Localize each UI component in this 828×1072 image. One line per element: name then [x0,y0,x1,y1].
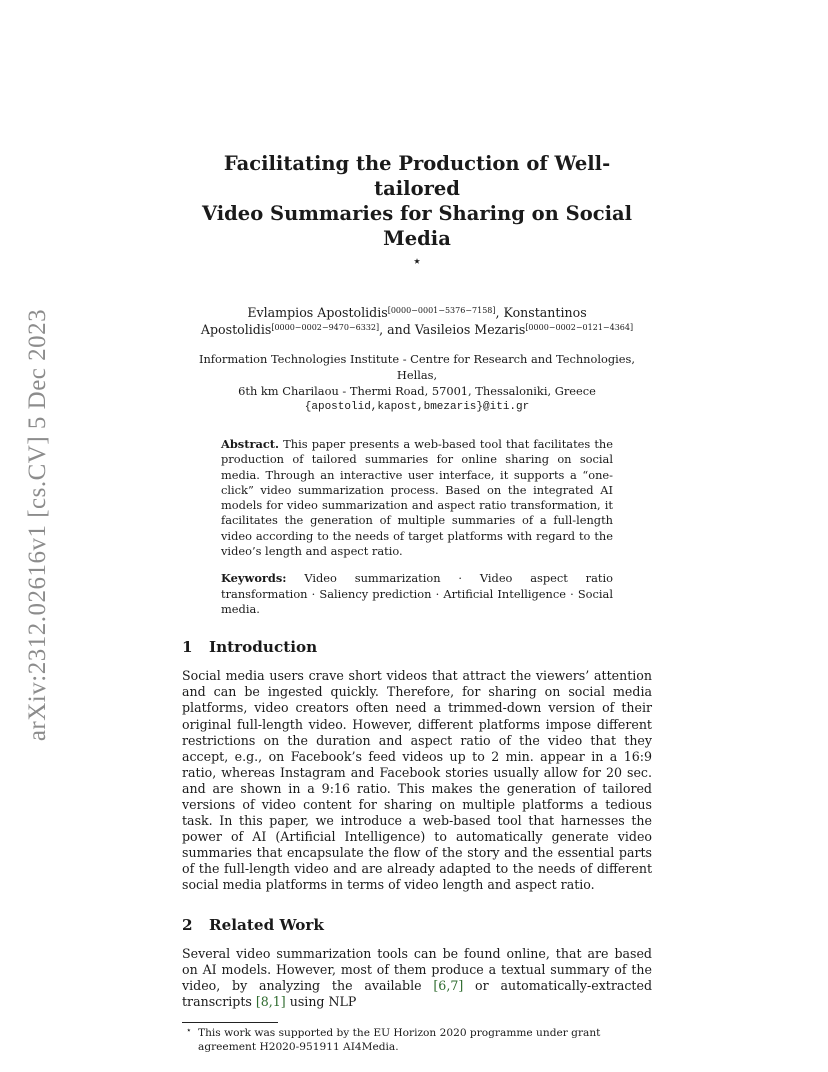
section-number: 1 [182,638,193,657]
section-number: 2 [182,915,193,934]
author-list [182,304,652,338]
author-3-name: , and Vasileios Mezaris [379,322,526,337]
footnote-rule [182,1022,278,1023]
affiliation-line-1: Information Technologies Institute - Centre for Research and Technologies, Hellas, [198,352,636,382]
arxiv-identifier: arXiv:2312.02616v1 [cs.CV] 5 Dec 2023 [24,308,51,742]
section-heading-introduction [182,638,652,656]
author-2-orcid[interactable]: [0000−0002−9470−6332] [271,323,380,332]
section-heading-related-work [182,916,652,934]
abstract [221,437,613,559]
abstract-label: Abstract. [221,437,280,451]
title-line-1: Facilitating the Production of Well-tailored [223,152,611,200]
arxiv-sidebar [20,290,56,760]
related-text: or automatically-extracted transcripts [182,977,653,1009]
footnote-text: This work was supported by the EU Horizon 2020 programme under grant agreement H2020-951911 AI4Media. [198,1026,601,1053]
keywords-label: Keywords: [221,571,287,586]
section-title: Introduction [209,638,318,657]
paper-page [182,0,652,1054]
related-text: Several video summarization tools can be found online, that are based on AI models. However, most of them produce a textual summary of the video, by analyzing the available [182,945,652,993]
title-footnote-marker[interactable]: ⋆ [413,254,421,268]
footnote [182,1026,652,1054]
affiliation [182,351,652,415]
affiliation-line-2: 6th km Charilaou - Thermi Road, 57001, Thessaloniki, Greece [238,384,596,398]
related-work-paragraph [182,946,652,1010]
abstract-text: This paper presents a web-based tool that facilitates the production of tailored summaries for online sharing on social media. Through an interactive user interface, it supports a “one-click” video summarization process. Based on the integrated AI models for video summarization and aspect ratio transformation, it facilitates the generation of multiple summaries of a full-length video according to the needs of target platforms with regard to the video’s length and aspect ratio. [221,437,614,559]
keywords-text: Video summarization · Video aspect ratio transformation · Saliency prediction · Artificial Intelligence · Social media. [221,571,613,616]
author-1-orcid[interactable]: [0000−0001−5376−7158] [387,306,496,315]
citation-link[interactable]: [8,1] [255,993,286,1009]
author-2-name: Apostolidis [200,322,272,337]
author-1-name: Evlampios Apostolidis [247,305,388,320]
section-title: Related Work [209,915,324,934]
author-emails: {apostolid,kapost,bmezaris}@iti.gr [304,401,530,413]
author-3-orcid[interactable]: [0000−0002−0121−4364] [525,323,634,332]
introduction-paragraph: Social media users crave short videos that attract the viewers’ attention and can be ingested quickly. Therefore, for sharing on social media platforms, video creators often need a trimmed-down version of their original full-length video. However, different platforms impose different restrictions on the duration and aspect ratio of the video that they accept, e.g., on Facebook’s feed videos up to 2 min. appear in a 16:9 ratio, whereas Instagram and Facebook stories usually allow for 20 sec. and are shown in a 9:16 ratio. This makes the generation of tailored versions of video content for sharing on multiple platforms a tedious task. In this paper, we introduce a web-based tool that harnesses the power of AI (Artificial Intelligence) to automatically generate video summaries that encapsulate the flow of the story and the essential parts of the full-length video and are already adapted to the needs of different social media platforms in terms of video length and aspect ratio. [182,668,652,893]
related-text: using NLP [285,993,357,1009]
title-line-2: Video Summaries for Sharing on Social Media ⋆ [182,201,652,276]
author-separator: , Konstantinos [495,305,587,320]
paper-title [182,151,652,276]
citation-link[interactable]: [6,7] [433,977,464,993]
keywords [221,571,613,617]
footnote-marker: ⋆ [186,1025,192,1036]
